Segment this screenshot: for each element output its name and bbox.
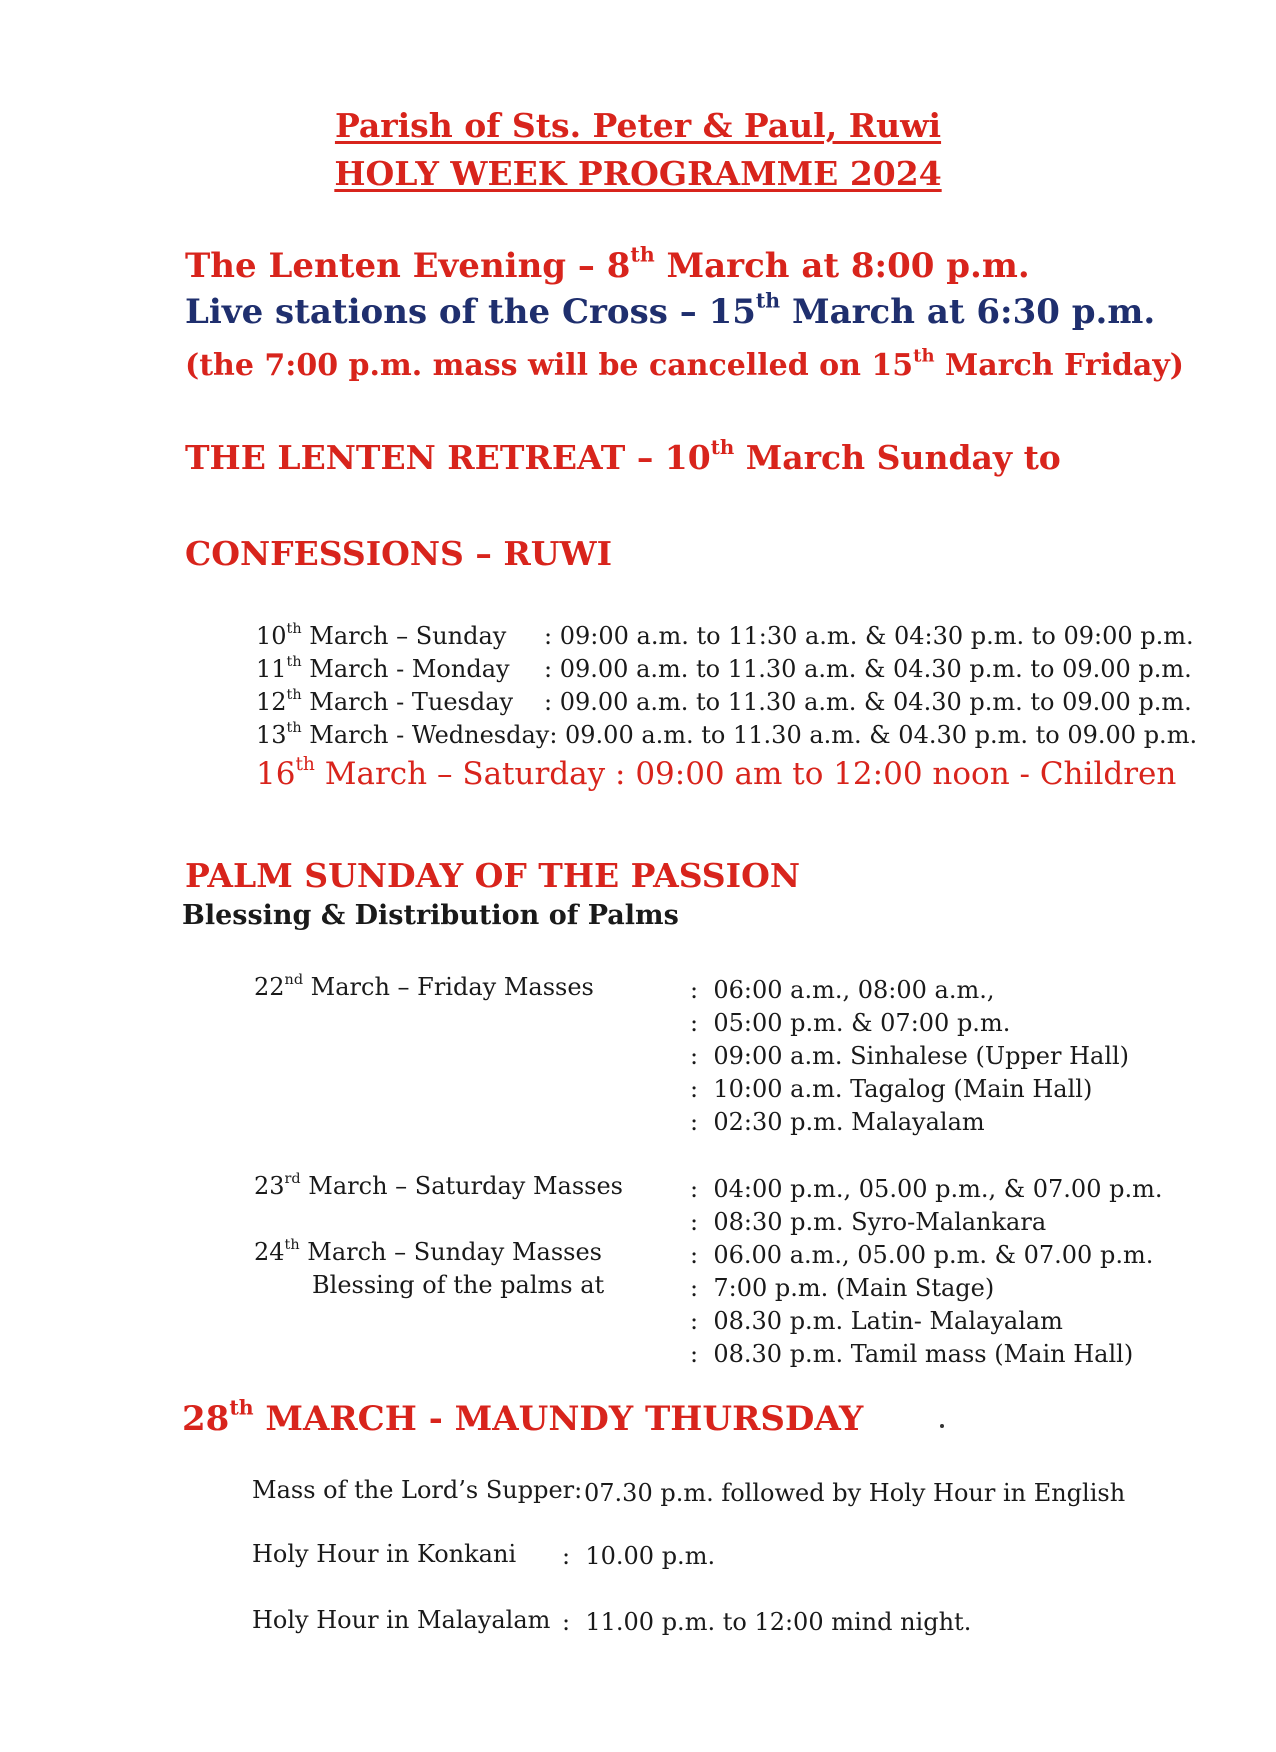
- palm-time-2: [690, 1009, 1010, 1037]
- separator: :: [690, 1340, 699, 1368]
- palm-time-11: [690, 1340, 1133, 1368]
- separator: :: [562, 1542, 571, 1570]
- palm-time-5: [690, 1108, 985, 1136]
- time-value: 11.00 p.m. to 12:00 mind night.: [585, 1608, 972, 1636]
- stations-sup: th: [755, 288, 781, 313]
- palm-time-6: [690, 1175, 1162, 1203]
- cancel-note-text: (the 7:00 p.m. mass will be cancelled on 15: [185, 348, 914, 383]
- retreat-sup: th: [710, 435, 735, 460]
- time-value: 09:00 a.m. Sinhalese (Upper Hall): [713, 1042, 1130, 1070]
- day-sup: nd: [284, 972, 304, 989]
- time-value: 08.30 p.m. Tamil mass (Main Hall): [713, 1340, 1134, 1368]
- palm-time-10: [690, 1307, 1063, 1335]
- day-sup: th: [286, 687, 302, 704]
- retreat-text: THE LENTEN RETREAT – 10: [185, 438, 711, 477]
- separator: :: [690, 1241, 699, 1269]
- separator: :: [690, 1208, 699, 1236]
- lenten-evening-suffix: March at 8:00 p.m.: [654, 246, 1030, 286]
- maundy-row-3-value: [562, 1608, 971, 1636]
- palm-sunday-heading: PALM SUNDAY OF THE PASSION: [185, 856, 800, 895]
- time-value: 04:00 p.m., 05.00 p.m., & 07.00 p.m.: [713, 1175, 1163, 1203]
- cancel-note: [185, 345, 1184, 383]
- confession-time-4: [565, 721, 1197, 749]
- day-label: March - Wednesday:: [301, 721, 558, 749]
- confession-row-3: [256, 688, 513, 716]
- separator: :: [690, 976, 699, 1004]
- maundy-row-1-value: 07.30 p.m. followed by Holy Hour in English: [584, 1479, 1126, 1507]
- confession-row-4: [256, 721, 557, 749]
- separator: :: [615, 756, 626, 792]
- maundy-thursday-heading: [182, 1395, 864, 1439]
- time-value: 09.00 a.m. to 11.30 a.m. & 04.30 p.m. to 09.00 p.m.: [565, 721, 1198, 749]
- day-number: 24: [254, 1238, 285, 1266]
- time-value: 09.00 a.m. to 11.30 a.m. & 04.30 p.m. to 09.00 p.m.: [559, 688, 1192, 716]
- separator: :: [690, 1175, 699, 1203]
- day-label: March – Sunday Masses: [299, 1238, 602, 1266]
- separator: :: [690, 1075, 699, 1103]
- day-number: 23: [254, 1172, 285, 1200]
- maundy-row-1-label: Mass of the Lord’s Supper:: [252, 1476, 583, 1504]
- lenten-evening-line: [185, 242, 1030, 286]
- separator: :: [562, 1608, 571, 1636]
- maundy-row-2-label: Holy Hour in Konkani: [252, 1540, 517, 1568]
- separator: :: [690, 1274, 699, 1302]
- day-sup: th: [286, 621, 302, 638]
- time-value: 06:00 a.m., 08:00 a.m.,: [713, 976, 995, 1004]
- programme-title: HOLY WEEK PROGRAMME 2024: [334, 154, 942, 193]
- heading-text: MARCH - MAUNDY THURSDAY: [253, 1399, 864, 1439]
- palm-time-4: [690, 1075, 1092, 1103]
- day-label: March – Sunday: [301, 622, 507, 650]
- lenten-evening-sup: th: [630, 242, 655, 267]
- separator: :: [690, 1108, 699, 1136]
- separator: :: [690, 1009, 699, 1037]
- cancel-note-suffix: March Friday): [934, 348, 1184, 383]
- time-value: 09.00 a.m. to 11.30 a.m. & 04.30 p.m. to 09.00 p.m.: [559, 655, 1192, 683]
- day-number: 28: [182, 1399, 230, 1439]
- day-number: 13: [256, 721, 287, 749]
- separator: :: [690, 1042, 699, 1070]
- palm-time-9: [690, 1274, 994, 1302]
- time-value: 05:00 p.m. & 07:00 p.m.: [713, 1009, 1011, 1037]
- confession-children-time: [615, 756, 1176, 792]
- stations-line: [185, 288, 1156, 332]
- day-label: March – Friday Masses: [303, 973, 594, 1001]
- confession-row-2: [256, 655, 510, 683]
- time-value: 10:00 a.m. Tagalog (Main Hall): [713, 1075, 1093, 1103]
- scan-dot: [940, 1424, 944, 1428]
- separator: :: [690, 1307, 699, 1335]
- day-label: March – Saturday Masses: [300, 1172, 623, 1200]
- lenten-evening-text: The Lenten Evening – 8: [185, 246, 631, 286]
- day-sup: rd: [284, 1171, 301, 1188]
- day-number: 16: [256, 756, 296, 792]
- time-value: 06.00 a.m., 05.00 p.m. & 07.00 p.m.: [713, 1241, 1154, 1269]
- separator: :: [544, 688, 553, 716]
- time-value: 08:30 p.m. Syro-Malankara: [713, 1208, 1047, 1236]
- parish-title: Parish of Sts. Peter & Paul, Ruwi: [334, 106, 942, 145]
- palm-time-8: [690, 1241, 1153, 1269]
- confession-row-1: [256, 622, 506, 650]
- day-label: March - Monday: [301, 655, 510, 683]
- cancel-note-sup: th: [913, 345, 935, 367]
- time-value: 02:30 p.m. Malayalam: [713, 1108, 985, 1136]
- time-value: 10.00 p.m.: [585, 1542, 716, 1570]
- confession-time-1: [544, 622, 1194, 650]
- time-value: 08.30 p.m. Latin- Malayalam: [713, 1307, 1063, 1335]
- stations-text: Live stations of the Cross – 15: [185, 292, 756, 332]
- day-sup: th: [286, 654, 302, 671]
- time-value: 09:00 am to 12:00 noon - Children: [635, 756, 1177, 792]
- retreat-heading: [185, 435, 1061, 477]
- separator: :: [544, 622, 553, 650]
- palm-time-1: [690, 976, 994, 1004]
- confession-time-2: [544, 655, 1192, 683]
- palm-saturday-label: [254, 1172, 623, 1200]
- stations-suffix: March at 6:30 p.m.: [780, 292, 1156, 332]
- time-value: 7:00 p.m. (Main Stage): [713, 1274, 995, 1302]
- day-label: March - Tuesday: [301, 688, 514, 716]
- confessions-heading: CONFESSIONS – RUWI: [185, 534, 613, 573]
- day-sup: th: [284, 1237, 300, 1254]
- day-number: 12: [256, 688, 287, 716]
- day-sup: th: [229, 1395, 254, 1420]
- day-sup: th: [295, 754, 315, 776]
- retreat-suffix: March Sunday to: [734, 438, 1061, 477]
- confession-time-3: [544, 688, 1192, 716]
- day-number: 11: [256, 655, 287, 683]
- day-label: March – Saturday: [314, 756, 606, 792]
- day-number: 10: [256, 622, 287, 650]
- palm-sunday-subheading: Blessing & Distribution of Palms: [182, 900, 679, 931]
- palm-time-3: [690, 1042, 1129, 1070]
- palm-blessing-label: Blessing of the palms at: [312, 1271, 605, 1299]
- confession-children-row: [256, 756, 605, 792]
- maundy-row-3-label: Holy Hour in Malayalam: [252, 1606, 551, 1634]
- day-number: 22: [254, 973, 285, 1001]
- palm-friday-label: [254, 973, 594, 1001]
- palm-sunday-label: [254, 1238, 602, 1266]
- separator: :: [544, 655, 553, 683]
- time-value: 09:00 a.m. to 11:30 a.m. & 04:30 p.m. to 09:00 p.m.: [559, 622, 1194, 650]
- maundy-row-2-value: [562, 1542, 715, 1570]
- day-sup: th: [286, 720, 302, 737]
- palm-time-7: [690, 1208, 1046, 1236]
